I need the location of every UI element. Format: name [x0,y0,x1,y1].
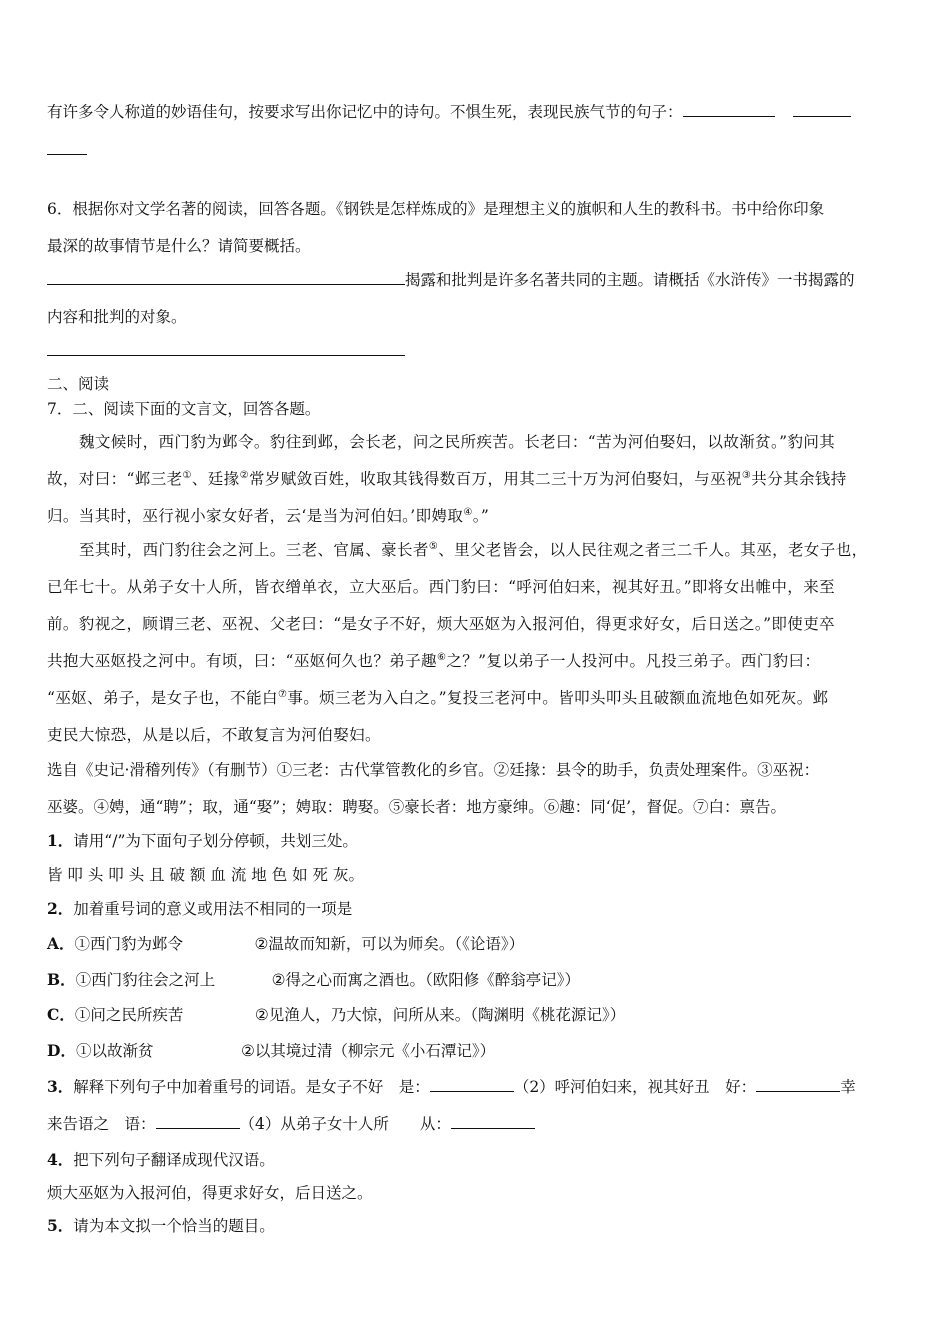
question-4-sentence: 烦大巫妪为入报河伯，得更求好女，后日送之。 [47,1184,373,1202]
footnote-marker: ⑥ [436,651,447,663]
passage-line [47,540,903,560]
option-text: ②得之心而寓之酒也。（欧阳修《醉翁亭记》） [271,971,581,989]
question-number: 1． [47,831,74,850]
question-3 [47,1077,903,1097]
passage-text: 常岁赋敛百姓，收取其钱得数百万，用其二三十万为河伯娶妇，与巫祝 [248,470,742,488]
passage-text: 故，对曰：“邺三老 [47,470,183,488]
option-label: B． [47,970,76,989]
passage-text: 、廷掾 [191,470,240,488]
option-text: ①西门豹为邺令 [74,935,184,953]
footnote-marker: ③ [741,469,752,481]
question-number: 2． [47,899,74,918]
q6-line-2: 最深的故事情节是什么？请简要概括。 [47,237,311,255]
answer-blank[interactable] [47,140,87,155]
question-4 [47,1150,903,1170]
q6-line-4: 内容和批判的对象。 [47,308,187,326]
passage-text: 至其时，西门豹往会之河上。三老、官属、豪长者 [79,541,429,559]
notes-line: 选自《史记·滑稽列传》（有删节）①三老：古代掌管教化的乡官。②廷掾：县令的助手，负责处理案件。③巫祝： [47,761,820,779]
question-text: （2）呼河伯妇来，视其好丑 好： [513,1078,757,1096]
q6-line-3 [47,270,903,290]
question-text: 请为本文拟一个恰当的题目。 [73,1217,275,1235]
poem-question-text: 有许多令人称道的妙语佳句，按要求写出你记忆中的诗句。不惧生死，表现民族气节的句子： [47,103,683,121]
question-number: 5． [47,1216,74,1235]
answer-blank[interactable] [683,102,775,117]
footnote-marker: ④ [463,506,473,518]
option-label: C． [47,1005,75,1024]
option-label: D． [47,1041,76,1060]
question-number: 4． [47,1150,74,1169]
option-text: ②以其境过清（柳宗元《小石潭记》） [240,1042,496,1060]
answer-blank[interactable] [156,1114,240,1129]
question-5 [47,1216,903,1236]
question-text: 幸 [840,1078,856,1096]
answer-line[interactable] [47,355,405,356]
passage-line [47,651,903,671]
question-number: 3． [47,1077,74,1096]
question-text: 请用“/”为下面句子划分停顿，共划三处。 [73,832,358,850]
passage-text: 共分其余钱持 [751,470,847,488]
passage-line: 前。豹视之，顾谓三老、巫祝、父老曰：“是女子不好，烦大巫妪为入报河伯，得更求好女，后日送之。”即使吏卒 [47,615,836,633]
question-text: （4）从弟子女十人所 从： [239,1115,451,1133]
passage-line: 已年七十。从弟子女十人所，皆衣缯单衣，立大巫后。西门豹曰：“呼河伯妇来，视其好丑。”即将女出帷中，来至 [47,578,836,596]
footnote-marker: ① [182,469,192,481]
answer-blank[interactable] [451,1114,535,1129]
option-text: ②见渔人，乃大惊，问所从来。（陶渊明《桃花源记》） [254,1006,626,1024]
passage-line [47,506,903,526]
answer-blank[interactable] [430,1077,514,1092]
passage-text: “巫妪、弟子，是女子也，不能白 [47,689,278,707]
option-text: ②温故而知新，可以为师矣。（《论语》） [254,935,525,953]
passage-text: 之？”复以弟子一人投河中。凡投三弟子。西门豹曰： [446,652,821,670]
answer-blank[interactable] [47,270,405,285]
footnote-marker: ② [239,469,249,481]
passage-text: 事。烦三老为入白之。”复投三老河中。皆叩头叩头且破额血流地色如死灰。邺 [287,689,829,707]
question-text: 解释下列句子中加着重号的词语。是女子不好 是： [73,1078,430,1096]
answer-blank[interactable] [756,1077,840,1092]
footnote-marker: ⑦ [277,688,288,700]
question-3-cont [47,1114,903,1134]
option-text: ①西门豹往会之河上 [75,971,216,989]
q7-heading: 7．二、阅读下面的文言文，回答各题。 [47,400,321,418]
notes-line: 巫婆。④娉，通“聘”；取，通“娶”；娉取：聘娶。⑤豪长者：地方豪绅。⑥趣：同‘促’，督促。⑦白：禀告。 [47,798,787,816]
section-title: 二、阅读 [47,375,110,393]
question-text: 来告语之 语： [47,1115,156,1133]
passage-line [47,469,903,489]
option-text: ①问之民所疾苦 [74,1006,184,1024]
question-2 [47,899,903,919]
poem-question-line [47,102,903,122]
question-text: 加着重号词的意义或用法不相同的一项是 [73,900,353,918]
passage-text: 共抱大巫妪投之河中。有顷，曰：“巫妪何久也？弟子趣 [47,652,437,670]
option-d[interactable] [47,1041,903,1061]
passage-text: 。” [472,507,490,525]
option-c[interactable] [47,1005,903,1025]
passage-text: 归。当其时，巫行视小家女好者，云‘是当为河伯妇。’即娉取 [47,507,464,525]
option-label: A． [47,934,75,953]
q6-line-1: 6．根据你对文学名著的阅读，回答各题。《钢铁是怎样炼成的》是理想主义的旗帜和人生的教科书。书中给你印象 [47,200,825,218]
footnote-marker: ⑤ [428,540,439,552]
option-a[interactable] [47,934,903,954]
question-1 [47,831,903,851]
q6-line-3-text: 揭露和批判是许多名著共同的主题。请概括《水浒传》一书揭露的 [405,271,855,289]
passage-text: 、里父老皆会，以人民往观之者三二千人。其巫，老女子也， [438,541,868,559]
question-text: 把下列句子翻译成现代汉语。 [73,1151,275,1169]
passage-line [47,688,903,708]
question-1-sentence: 皆 叩 头 叩 头 且 破 额 血 流 地 色 如 死 灰。 [47,866,364,884]
option-text: ①以故渐贫 [75,1042,154,1060]
answer-blank[interactable] [793,102,851,117]
passage-line: 吏民大惊恐，从是以后，不敢复言为河伯娶妇。 [47,726,381,744]
passage-line: 魏文候时，西门豹为邺令。豹往到邺，会长老，问之民所疾苦。长老曰：“苦为河伯娶妇，以故渐贫。”豹问其 [79,433,836,451]
option-b[interactable] [47,970,903,990]
